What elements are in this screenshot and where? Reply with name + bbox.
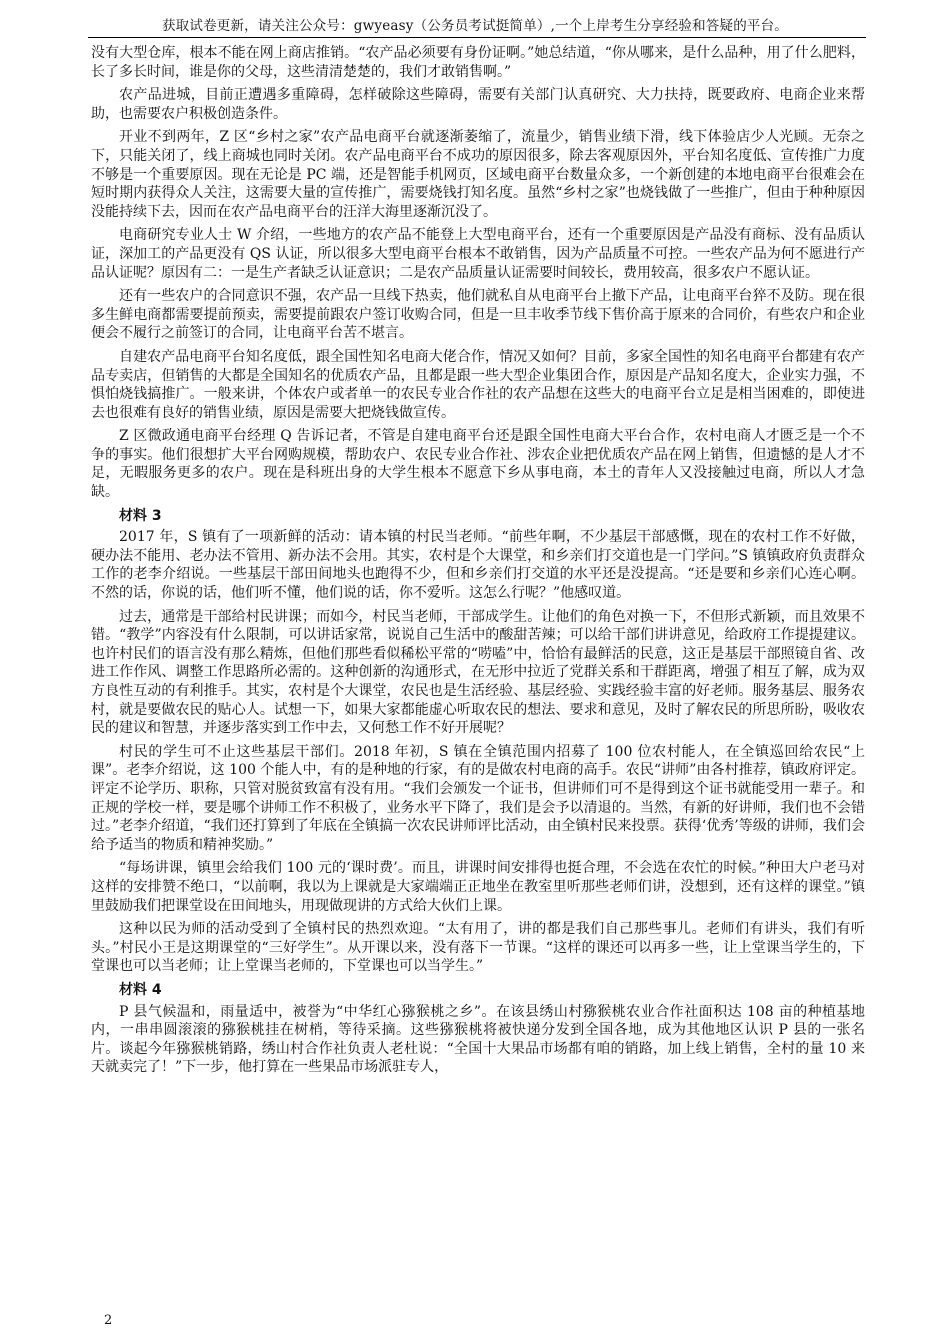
page-number: 2 xyxy=(104,1313,113,1328)
body-paragraph: 自建农产品电商平台知名度低，跟全国性知名电商大佬合作，情况又如何？目前，多家全国性的知名电商平台都建有农产品专卖店，但销售的大都是全国知名的优质农产品，且都是跟一些大型企业集团合作，原因是产品知名度大，企业实力强，不惧怕烧钱搞推广。一般来讲，个体农户或者单一的农民专业合作社的农产品想在这些大的电商平台立足是相当困难的，即使进去也很难有良好的销售业绩，原因是需要大把烧钱做宣传。 xyxy=(91,348,865,421)
section-heading: 材料 3 xyxy=(119,507,162,524)
body-paragraph: 农产品进城，目前正遭遇多重障碍，怎样破除这些障碍，需要有关部门认真研究、大力扶持，既要政府、电商企业来帮助，也需要农户积极创造条件。 xyxy=(91,87,865,122)
body-paragraph: 开业不到两年，Z 区“乡村之家”农产品电商平台就逐渐萎缩了，流量少，销售业绩下滑，线下体验店少人光顾。无奈之下，只能关闭了，线上商城也同时关闭。农产品电商平台不成功的原因很多，除去客观原因外，平台知名度低、宣传推广力度不够是一个重要原因。现在无论是 PC 端，还是智能手机网页，区域电商平台数量众多，一个新创建的本地电商平台很难会在短时期内获得众人关注，这需要大量的宣传推广，需要烧钱打知名度。虽然“乡村之家”也烧钱做了一些推广，但由于种种原因没能持续下去，因而在农产品电商平台的汪洋大海里逐渐沉没了。 xyxy=(91,129,865,220)
body-paragraph: “每场讲课，镇里会给我们 100 元的‘课时费’。而且，讲课时间安排得也挺合理，不会选在农忙的时候。”种田大户老马对这样的安排赞不绝口，“以前啊，我以为上课就是大家端端正正地坐在教室里听那些老师们讲，没想到，还有这样的课堂。”镇里鼓励我们把课堂设在田间地头，用现做现讲的方式给大伙们上课。 xyxy=(91,860,865,914)
body-paragraph: 村民的学生可不止这些基层干部们。2018 年初，S 镇在全镇范围内招募了 100 位农村能人，在全镇巡回给农民“上课”。老李介绍说，这 100 个能人中，有的是种地的行家，有的是做农村电商的高手。农民“讲师”由各村推荐，镇政府评定。评定不论学历、职称，只管对脱贫致富有没有用。“我们会颁发一个证书，但讲师们可不是得到这个证书就能受用一辈子。和正规的学校一样，要是哪个讲师工作不积极了，业务水平下降了，我们是会予以清退的。当然，有新的好讲师，我们也不会错过。”老李介绍道，“我们还打算到了年底在全镇搞一次农民讲师评比活动，由全镇村民来投票。获得‘优秀’等级的讲师，我们会给予适当的物质和精神奖励。” xyxy=(91,743,865,853)
body-paragraph: 没有大型仓库，根本不能在网上商店推销。“农产品必须要有身份证啊。”她总结道，“你从哪来，是什么品种，用了什么肥料，长了多长时间，谁是你的父母，这些清清楚楚的，我们才敢销售啊。” xyxy=(91,45,865,80)
body-paragraph: 过去，通常是干部给村民讲课；而如今，村民当老师，干部成学生。让他们的角色对换一下，不但形式新颖，而且效果不错。“教学”内容没有什么限制，可以讲话家常，说说自己生活中的酸甜苦辣；可以给干部们讲讲意见，给政府工作提提建议。也许村民们的语言没有那么精炼，但他们那些看似稀松平常的“唠嗑”中，恰恰有最鲜活的民意，这正是基层干部照镜自省、改进工作作风、调整工作思路所必需的。这种创新的沟通形式，在无形中拉近了党群关系和干群距离，增强了相互了解，成为双方良性互动的有利推手。其实，农村是个大课堂，农民也是生活经验、基层经验、实践经验丰富的好老师。服务基层、服务农村，就是要做农民的贴心人。试想一下，如果大家都能虚心听取农民的想法、要求和意见，及时了解农民的所思所盼，吸收农民的建议和智慧，并逐步落实到工作中去，又何愁工作不好开展呢？ xyxy=(91,608,865,737)
document-body xyxy=(91,44,865,1082)
body-paragraph: 2017 年，S 镇有了一项新鲜的活动：请本镇的村民当老师。“前些年啊，不少基层干部感慨，现在的农村工作不好做，硬办法不能用、老办法不管用、新办法不会用。其实，农村是个大课堂，和乡亲们打交道也是一门学问。”S 镇镇政府负责群众工作的老李介绍说。一些基层干部田间地头也跑得不少，但和乡亲们打交道的水平还是没提高。“还是要和乡亲们心连心啊。不然的话，你说的话，他们听不懂，他们说的话，你不爱听。这怎么行呢？”他感叹道。 xyxy=(91,529,865,602)
header-rule xyxy=(88,37,866,38)
body-paragraph: 还有一些农户的合同意识不强，农产品一旦线下热卖，他们就私自从电商平台上撤下产品，让电商平台猝不及防。现在很多生鲜电商都需要提前预卖，需要提前跟农户签订收购合同，但是一旦丰收季节线下售价高于原来的合同价，有些农户和企业便会不履行之前签订的合同，让电商平台苦不堪言。 xyxy=(91,288,865,342)
body-paragraph: 电商研究专业人士 W 介绍，一些地方的农产品不能登上大型电商平台，还有一个重要原因是产品没有商标、没有品质认证，深加工的产品更没有 QS 认证，所以很多大型电商平台根本不敢销售，因为产品质量不可控。一些农产品为何不愿进行产品认证呢？原因有二：一是生产者缺乏认证意识；二是农产品质量认证需要时间较长，费用较高，很多农户不愿认证。 xyxy=(91,227,865,281)
section-heading: 材料 4 xyxy=(119,981,162,998)
body-paragraph: P 县气候温和，雨量适中，被誉为“中华红心猕猴桃之乡”。在该县绣山村猕猴桃农业合作社面积达 108 亩的种植基地内，一串串圆滚滚的猕猴桃挂在树梢，等待采摘。这些猕猴桃将被快递分发到全国各地，成为其他地区认识 P 县的一张名片。谈起今年猕猴桃销路，绣山村合作社负责人老杜说：“全国十大果品市场都有咱的销路，加上线上销售，全村的量 10 来天就卖完了！”下一步，他打算在一些果品市场派驻专人， xyxy=(91,1003,865,1076)
body-paragraph: Z 区微政通电商平台经理 Q 告诉记者，不管是自建电商平台还是跟全国性电商大平台合作，农村电商人才匮乏是一个不争的事实。他们很想扩大平台网购规模，帮助农户、农民专业合作社、涉农企业把优质农产品在网上销售，但遗憾的是人才不足，无暇服务更多的农户。现在是科班出身的大学生根本不愿意下乡从事电商，本土的青年人又没接触过电商，所以人才急缺。 xyxy=(91,428,865,501)
body-paragraph: 这种以民为师的活动受到了全镇村民的热烈欢迎。“太有用了，讲的都是我们自己那些事儿。老师们有讲头，我们有听头。”村民小王是这期课堂的“三好学生”。从开课以来，没有落下一节课。“这样的课还可以再多一些，让上堂课当学生的，下堂课也可以当老师；让上堂课当老师的，下堂课也可以当学生。” xyxy=(91,921,865,975)
page-header: 获取试卷更新，请关注公众号：gwyeasy（公务员考试挺简单）,一个上岸考生分享经验和答疑的平台。 xyxy=(161,18,788,34)
